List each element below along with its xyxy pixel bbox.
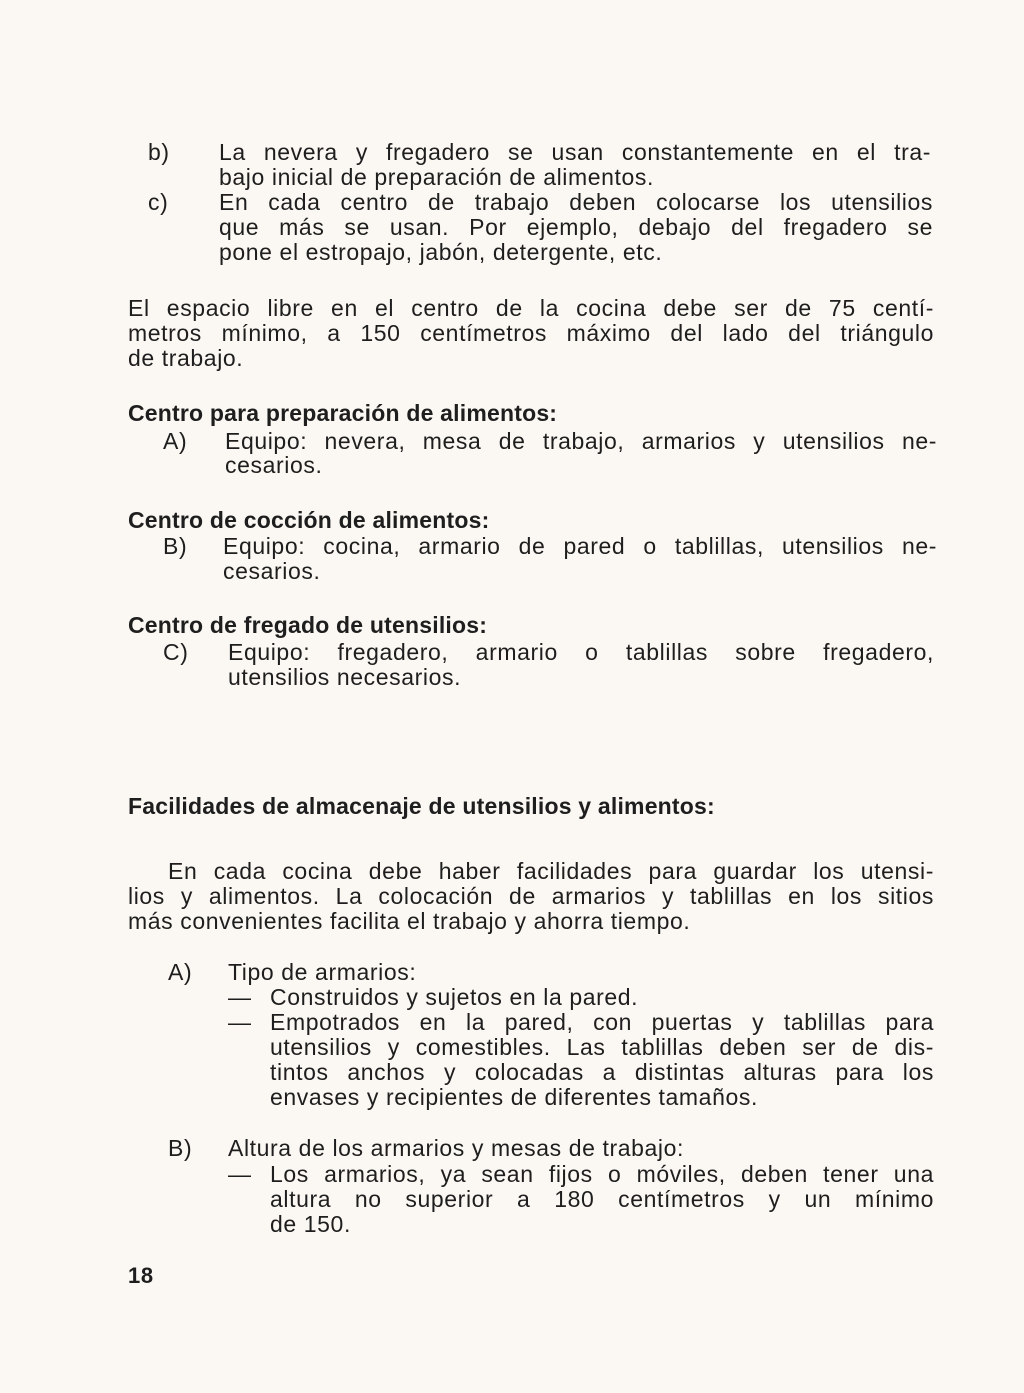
fregado-line-1: Equipo: fregadero, armario o tablillas sobre fregadero, (228, 639, 934, 665)
altura-bullet-line-2: altura no superior a 180 centímetros y un mínimo (270, 1186, 934, 1212)
dash-bullet: — (228, 1009, 252, 1035)
heading-coccion: Centro de cocción de alimentos: (128, 507, 490, 533)
almacenaje-paragraph-line-2: lios y alimentos. La colocación de armarios y tablillas en los sitios (128, 883, 934, 909)
tipo-armarios-bullet-2-line-2: utensilios y comestibles. Las tablillas deben ser de dis- (270, 1034, 934, 1060)
item-c-line-1: En cada centro de trabajo deben colocarse los utensilios (219, 189, 933, 215)
altura-bullet-line-1: Los armarios, ya sean fijos o móviles, deben tener una (270, 1161, 934, 1187)
list-marker-b: b) (148, 139, 170, 165)
marker-altura: B) (168, 1135, 193, 1161)
heading-fregado: Centro de fregado de utensilios: (128, 612, 488, 638)
almacenaje-paragraph-line-1: En cada cocina debe haber facilidades para guardar los utensi- (168, 858, 934, 884)
dash-bullet: — (228, 984, 252, 1010)
fregado-line-2: utensilios necesarios. (228, 664, 462, 690)
preparacion-line-1: Equipo: nevera, mesa de trabajo, armarios y utensilios ne- (225, 428, 937, 454)
space-paragraph-line-1: El espacio libre en el centro de la cocina debe ser de 75 centí- (128, 295, 934, 321)
tipo-armarios-bullet-2-line-1: Empotrados en la pared, con puertas y tablillas para (270, 1009, 934, 1035)
coccion-line-2: cesarios. (223, 558, 321, 584)
tipo-armarios-bullet-1: Construidos y sujetos en la pared. (270, 984, 639, 1010)
marker-coccion: B) (163, 533, 188, 559)
marker-preparacion: A) (163, 428, 188, 454)
heading-preparacion: Centro para preparación de alimentos: (128, 400, 558, 426)
item-c-line-2: que más se usan. Por ejemplo, debajo del fregadero se (219, 214, 933, 240)
tipo-armarios-bullet-2-line-3: tintos anchos y colocadas a distintas alturas para los (270, 1059, 934, 1085)
tipo-armarios-bullet-2-line-4: envases y recipientes de diferentes tamaños. (270, 1084, 758, 1110)
item-c-line-3: pone el estropajo, jabón, detergente, etc. (219, 239, 663, 265)
marker-fregado: C) (163, 639, 189, 665)
space-paragraph-line-3: de trabajo. (128, 345, 244, 371)
list-marker-c: c) (148, 189, 169, 215)
almacenaje-paragraph-line-3: más convenientes facilita el trabajo y ahorra tiempo. (128, 908, 691, 934)
space-paragraph-line-2: metros mínimo, a 150 centímetros máximo del lado del triángulo (128, 320, 934, 346)
item-b-line-1: La nevera y fregadero se usan constantemente en el tra- (219, 139, 931, 165)
altura-title: Altura de los armarios y mesas de trabajo: (228, 1135, 685, 1161)
dash-bullet: — (228, 1161, 252, 1187)
page-number: 18 (128, 1263, 154, 1288)
preparacion-line-2: cesarios. (225, 452, 323, 478)
heading-almacenaje: Facilidades de almacenaje de utensilios y alimentos: (128, 793, 715, 819)
marker-tipo-armarios: A) (168, 959, 193, 985)
altura-bullet-line-3: de 150. (270, 1211, 351, 1237)
tipo-armarios-title: Tipo de armarios: (228, 959, 417, 985)
coccion-line-1: Equipo: cocina, armario de pared o tablillas, utensilios ne- (223, 533, 937, 559)
item-b-line-2: bajo inicial de preparación de alimentos. (219, 164, 655, 190)
